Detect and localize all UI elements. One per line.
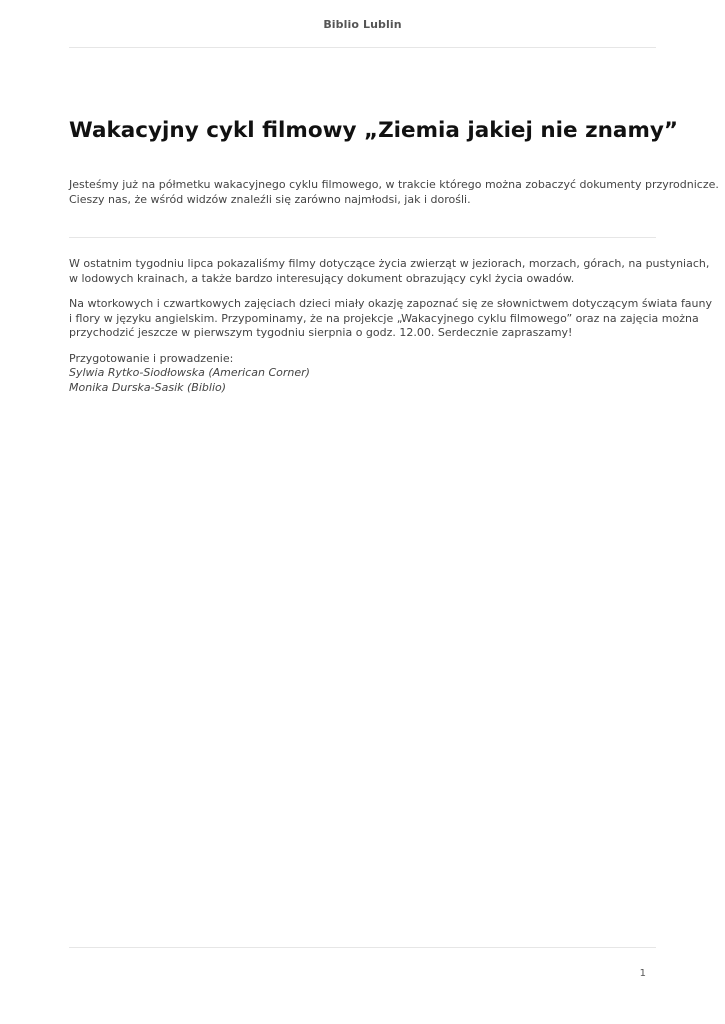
credits <box>69 352 669 396</box>
article-title: Wakacyjny cykl filmowy „Ziemia jakiej nie znamy” <box>69 118 678 143</box>
paragraph-2 <box>69 297 713 341</box>
credits-person: Monika Durska-Sasik (Biblio) <box>69 380 227 394</box>
credits-person: Sylwia Rytko-Siodłowska (American Corner) <box>69 366 310 379</box>
page-number: 1 <box>639 968 646 979</box>
paragraph-line: w lodowych krainach, a także bardzo interesujący dokument obrazujący cykl życia owadów. <box>69 271 575 285</box>
footer-divider <box>69 947 656 948</box>
lead-line: Cieszy nas, że wśród widzów znaleźli się zarówno najmłodsi, jak i dorośli. <box>69 193 471 206</box>
paragraph-line: W ostatnim tygodniu lipca pokazaliśmy filmy dotyczące życia zwierząt w jeziorach, morzach, górach, na pustyniach, <box>69 257 710 270</box>
lead-divider <box>69 237 656 238</box>
paragraph-1 <box>69 257 710 286</box>
paragraph-line: i flory w języku angielskim. Przypominamy, że na projekcje „Wakacyjnego cyklu filmowego” oraz na zajęcia można <box>69 311 699 325</box>
article-lead <box>69 177 719 207</box>
header-divider <box>69 47 656 48</box>
lead-line: Jesteśmy już na półmetku wakacyjnego cyklu filmowego, w trakcie którego można zobaczyć dokumenty przyrodnicze. <box>69 178 719 191</box>
paragraph-line: przychodzić jeszcze w pierwszym tygodniu sierpnia o godz. 12.00. Serdecznie zapraszamy! <box>69 326 573 339</box>
site-name: Biblio Lublin <box>323 18 402 31</box>
article-body <box>69 257 713 406</box>
credits-label: Przygotowanie i prowadzenie: <box>69 351 234 365</box>
paragraph-line: Na wtorkowych i czwartkowych zajęciach dzieci miały okazję zapoznać się ze słownictwem dotyczącym świata fauny <box>69 297 713 310</box>
